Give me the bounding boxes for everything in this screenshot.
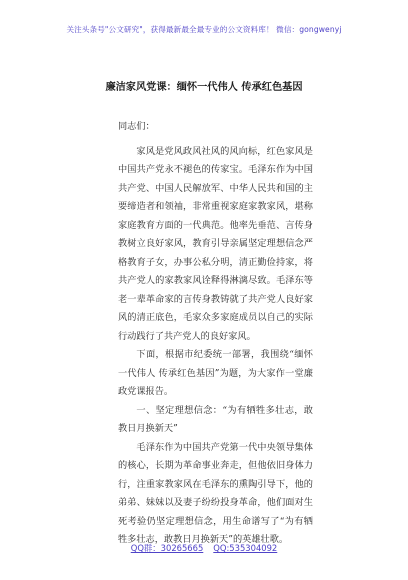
body-paragraph-1: 家风是党风政风社风的风向标，红色家风是中国共产党永不褪色的传家宝。毛泽东作为中国共产党、中国人民解放军、中华人民共和国的主要缔造者和领袖，非常重视家庭家教家风，堪称家庭教育方面的一代典范。他率先垂范、言传身教树立良好家风，教育引导亲属坚定理想信念严格教育子女，办事公私分明，清正勤俭持家，将共产党人的家教家风诠释得淋漓尽致。毛泽东等老一辈革命家的言传身教铸就了共产党人良好家风的清正底色，毛家众多家庭成员以自己的实际行动践行了共产党人的良好家风。: [118, 145, 313, 342]
footer-contact: [0, 542, 408, 554]
document-title: 廉洁家风党课：缅怀一代伟人 传承红色基因: [105, 81, 303, 93]
section-paragraph-1: 毛泽东作为中国共产党第一代中央领导集体的核心，长期为革命事业奔走，但他依旧身体力行，注重家教家风在毛泽东的熏陶引导下，他的弟弟、妹妹以及妻子纷纷投身革命，他们面对生死考验仍坚定理想信念，用生命谱写了“为有牺牲多壮志，敢教日月换新天”的英雄壮歌。: [118, 441, 313, 545]
qq-contact-link[interactable]: QQ:535304092: [213, 543, 278, 553]
qq-group-link[interactable]: QQ群：30265665: [130, 543, 204, 553]
salutation: 同志们：: [118, 121, 155, 132]
top-promo-banner: 关注头条号"公文研究"，获得最新最全最专业的公文资料库！ 微信：gongwenyj: [66, 25, 342, 34]
document-body: [118, 118, 313, 550]
body-paragraph-2: 下面，根据市纪委统一部署，我围绕“缅怀一代伟人 传承红色基因”为题，为大家作一堂廉政党课报告。: [118, 349, 313, 397]
section-heading-1: 一、坚定理想信念：“为有牺牲多壮志，敢教日月换新天”: [118, 404, 313, 434]
